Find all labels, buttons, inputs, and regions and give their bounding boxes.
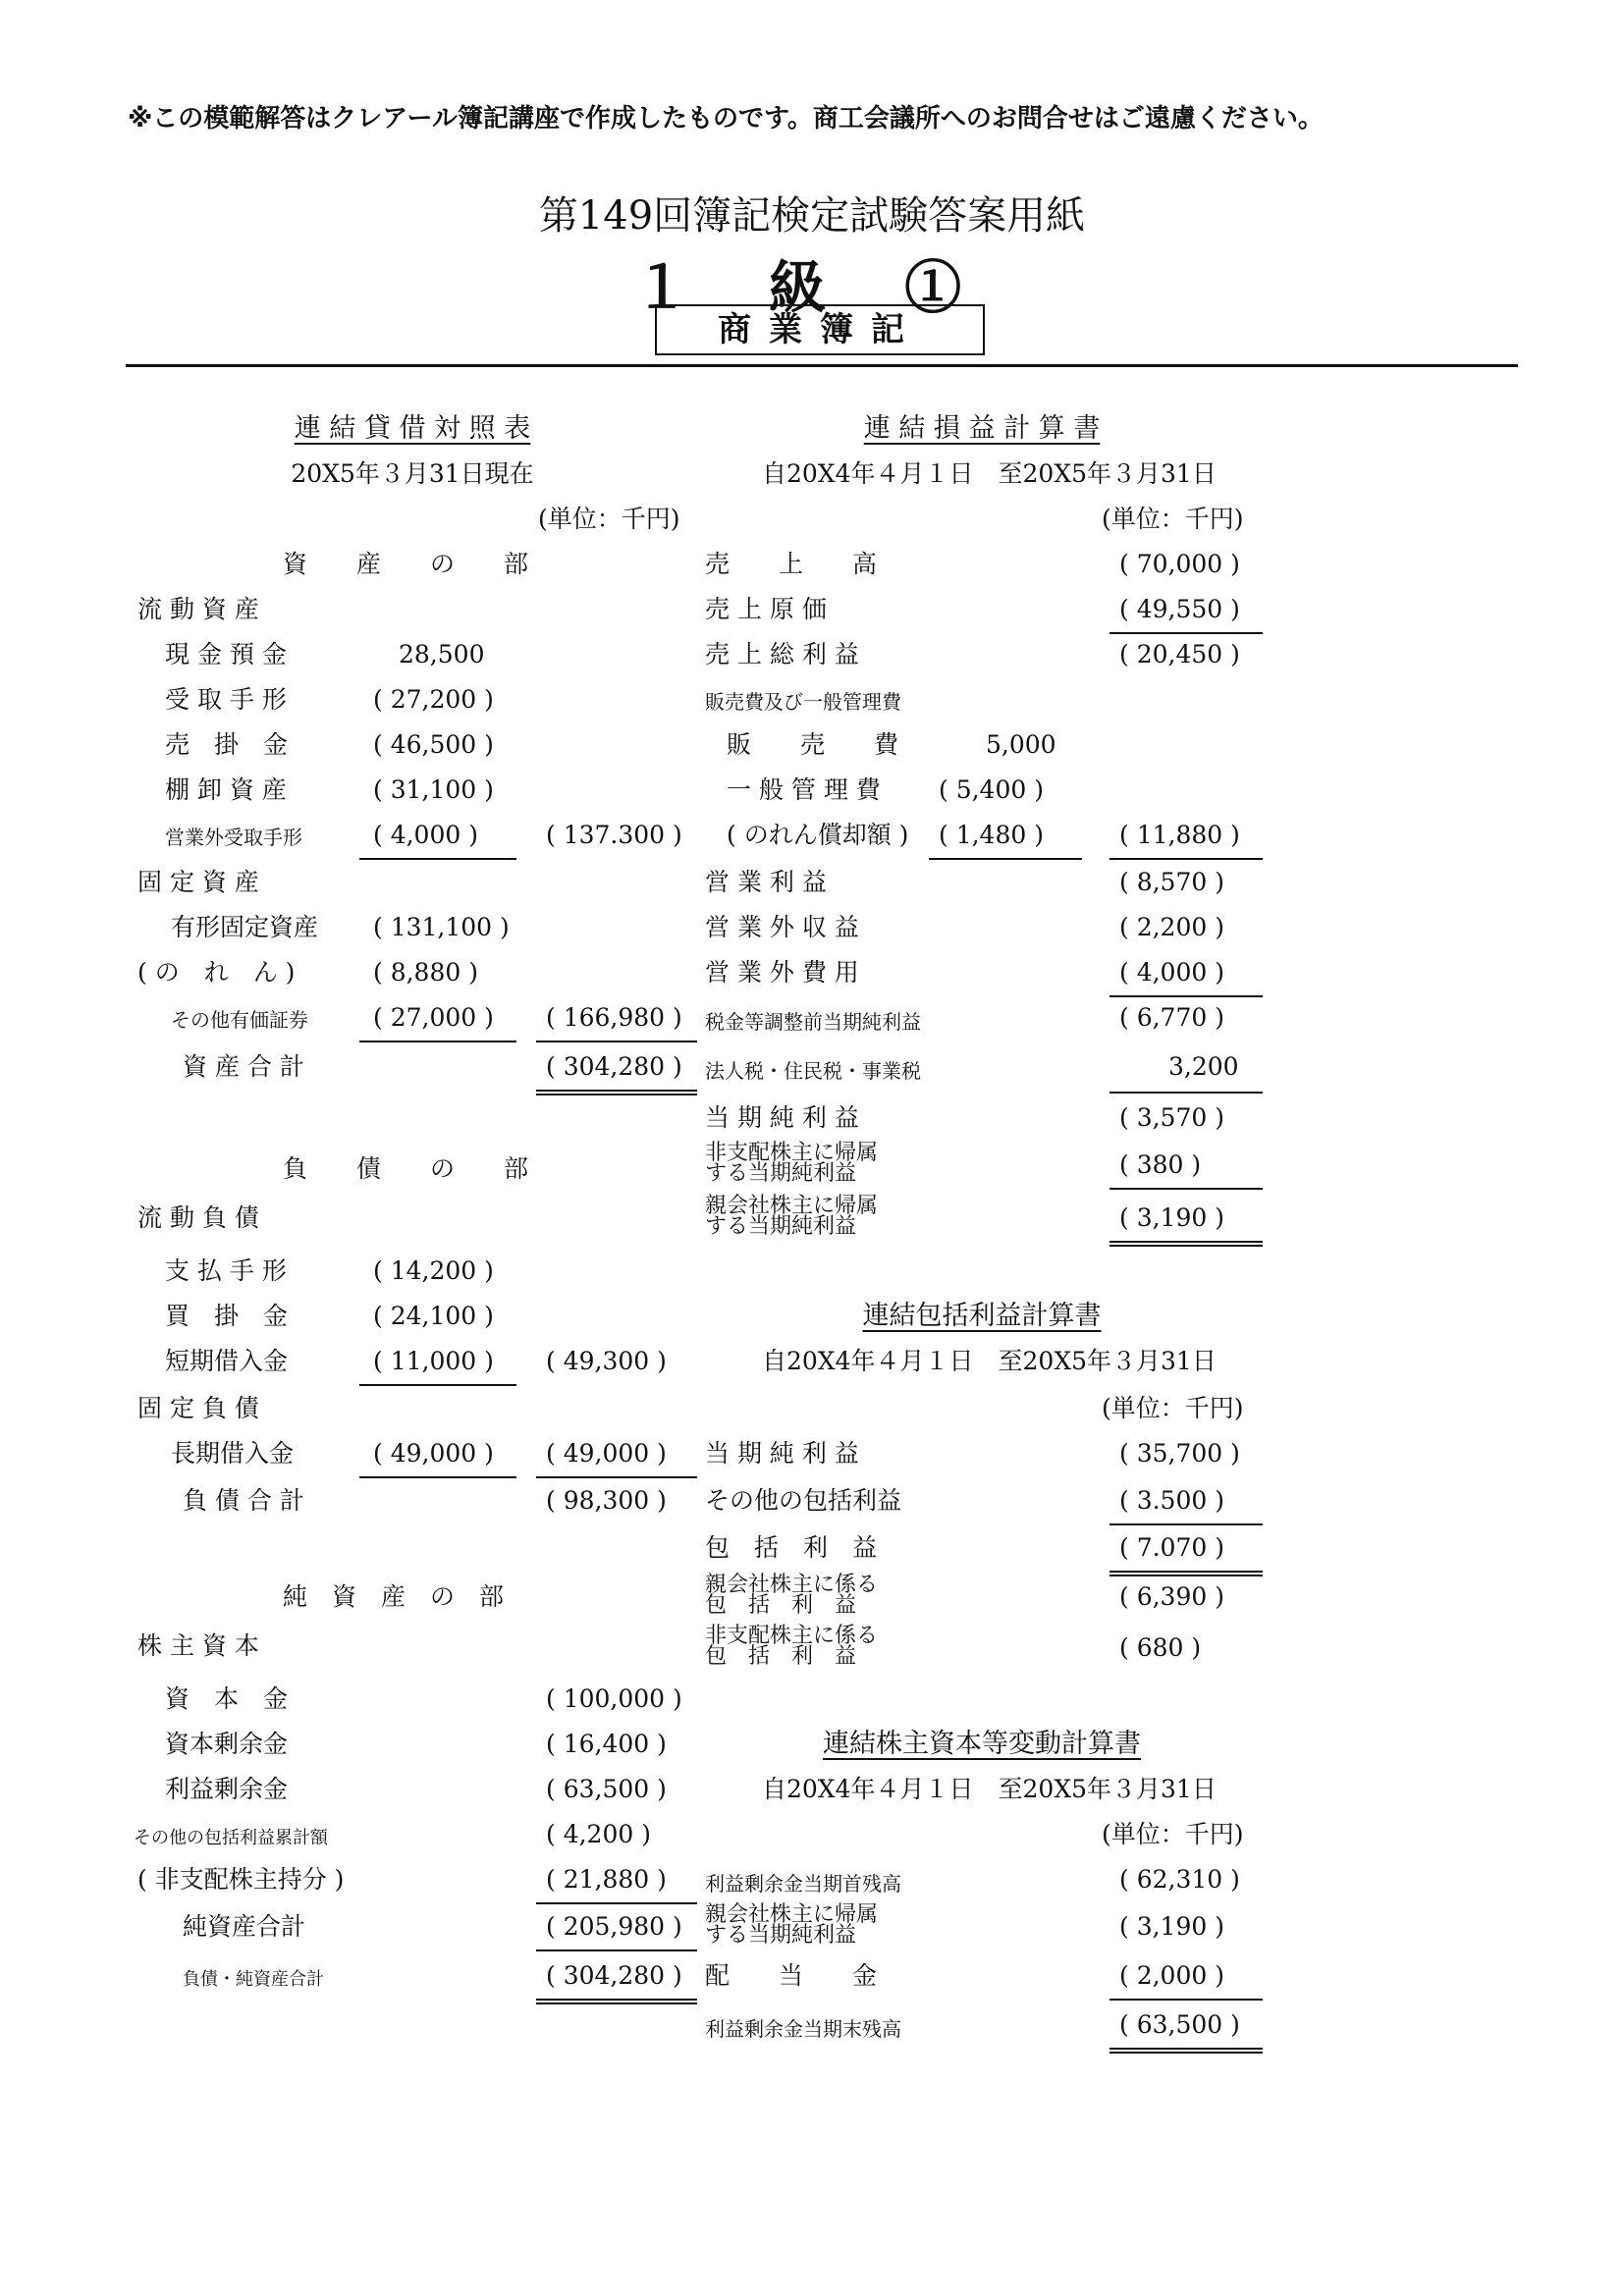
bs-double-underline — [536, 1090, 697, 1095]
pl-cogs-label: 売 上 原 価 — [705, 595, 827, 623]
pl-tax-label: 法人税・住民税・事業税 — [705, 1059, 921, 1083]
pl-parent-net-value: ( 3,190 ) — [1119, 1203, 1224, 1232]
bs-aoci-label: その他の包括利益累計額 — [134, 1828, 328, 1848]
bs-nonop-notes-label: 営業外受取手形 — [165, 826, 302, 849]
bs-ar-label: 売 掛 金 — [165, 730, 289, 759]
ci-nci-line2: 包 括 利 益 — [705, 1644, 857, 1669]
bs-fixed-assets: 固 定 資 産 — [137, 868, 259, 896]
ss-dividends-value: ( 2,000 ) — [1119, 1961, 1224, 1990]
ci-net-income-value: ( 35,700 ) — [1119, 1439, 1240, 1468]
pl-amortization-value: ( 1,480 ) — [939, 821, 1044, 849]
bs-liab-net-total-value: ( 304,280 ) — [546, 1961, 682, 1990]
ci-parent-line1: 親会社株主に係る — [705, 1573, 879, 1597]
bs-tangible-label: 有形固定資産 — [171, 913, 319, 941]
bs-assets-total-value: ( 304,280 ) — [546, 1052, 682, 1081]
bs-nci-value: ( 21,880 ) — [546, 1865, 667, 1894]
header-rule — [126, 364, 1518, 367]
bs-fixed-assets-total: ( 166,980 ) — [546, 1003, 682, 1032]
bs-date: 20X5年３月31日現在 — [291, 459, 534, 488]
ci-parent-line2: 包 括 利 益 — [705, 1593, 857, 1618]
bs-lt-loans-label: 長期借入金 — [171, 1439, 295, 1468]
ci-parent-label — [705, 1575, 878, 1616]
bs-securities-value: ( 27,000 ) — [373, 1003, 494, 1032]
bs-retained-earnings-value: ( 63,500 ) — [546, 1775, 667, 1803]
ci-period: 自20X4年４月１日 至20X5年３月31日 — [762, 1347, 1217, 1375]
ss-unit: (単位：千円) — [1102, 1820, 1244, 1848]
bs-fixed-liabilities: 固 定 負 債 — [137, 1394, 259, 1422]
bs-capital-value: ( 100,000 ) — [546, 1684, 682, 1713]
pl-parent-net-label — [705, 1196, 878, 1237]
ci-nci-label — [705, 1626, 878, 1667]
bs-capital-surplus-value: ( 16,400 ) — [546, 1730, 667, 1758]
notice-text: ※この模範解答はクレアール簿記講座で作成したものです。商工会議所へのお問合せはご遠慮ください。 — [128, 104, 1324, 133]
pl-underline — [1110, 858, 1263, 860]
bs-underline — [536, 1949, 697, 1951]
bs-notes-payable-label: 支 払 手 形 — [165, 1256, 287, 1285]
grade-title: １ 級 ① — [632, 254, 992, 321]
bs-net-assets-total-value: ( 205,980 ) — [546, 1912, 682, 1941]
pl-selling-value: 5,000 — [986, 730, 1056, 759]
bs-aoci-value: ( 4,200 ) — [546, 1820, 651, 1848]
bs-current-assets: 流 動 資 産 — [137, 595, 259, 623]
bs-cash-label: 現 金 預 金 — [165, 640, 287, 668]
bs-double-underline — [536, 1999, 697, 2004]
pl-sga-total: ( 11,880 ) — [1119, 821, 1240, 849]
ci-parent-value: ( 6,390 ) — [1119, 1582, 1224, 1611]
pl-admin-value: ( 5,400 ) — [939, 775, 1044, 804]
pl-tax-value: 3,200 — [1168, 1052, 1239, 1081]
pl-underline — [1110, 995, 1263, 997]
bs-underline — [359, 1041, 516, 1042]
pl-period: 自20X4年４月１日 至20X5年３月31日 — [762, 459, 1217, 488]
pl-sales-label: 売 上 高 — [705, 550, 878, 578]
ci-ci-value: ( 7.070 ) — [1119, 1533, 1224, 1562]
pl-cogs-value: ( 49,550 ) — [1119, 595, 1240, 623]
subject-box: 商業簿記 — [655, 304, 985, 355]
bs-underline — [359, 858, 516, 860]
ci-oci-value: ( 3.500 ) — [1119, 1486, 1224, 1515]
bs-goodwill-value: ( 8,880 ) — [373, 958, 478, 987]
bs-lt-loans-value: ( 49,000 ) — [373, 1439, 494, 1468]
bs-securities-label: その他有価証券 — [171, 1008, 308, 1032]
bs-nci-label: ( 非支配株主持分 ) — [137, 1865, 345, 1894]
bs-liabilities-heading: 負 債 の 部 — [283, 1154, 529, 1183]
pl-gross-value: ( 20,450 ) — [1119, 640, 1240, 668]
pl-nci-net-label — [705, 1143, 878, 1184]
pl-pretax-value: ( 6,770 ) — [1119, 1003, 1224, 1032]
ci-nci-value: ( 680 ) — [1119, 1633, 1202, 1662]
bs-current-liabilities-total: ( 49,300 ) — [546, 1347, 667, 1375]
bs-underline — [536, 1041, 697, 1042]
bs-shareholders-equity: 株 主 資 本 — [137, 1631, 259, 1660]
ci-nci-line1: 非支配株主に係る — [705, 1624, 879, 1648]
bs-underline — [536, 1902, 697, 1904]
bs-st-loans-label: 短期借入金 — [165, 1347, 289, 1375]
ci-underline — [1110, 1523, 1263, 1525]
pl-sga-label: 販売費及び一般管理費 — [705, 690, 901, 714]
ss-double-underline — [1110, 2048, 1263, 2054]
bs-assets-heading: 資 産 の 部 — [283, 550, 529, 578]
bs-goodwill-label: ( の れ ん ) — [137, 958, 296, 987]
bs-notes-receivable-value: ( 27,200 ) — [373, 685, 494, 714]
pl-nonop-income-label: 営 業 外 収 益 — [705, 913, 859, 941]
bs-notes-receivable-label: 受 取 手 形 — [165, 685, 287, 714]
bs-net-assets-total-label: 純資産合計 — [183, 1912, 306, 1941]
pl-nci-net-value: ( 380 ) — [1119, 1150, 1202, 1179]
bs-fixed-liabilities-total: ( 49,000 ) — [546, 1439, 667, 1468]
pl-admin-label: 一 般 管 理 費 — [727, 775, 881, 804]
bs-notes-payable-value: ( 14,200 ) — [373, 1256, 494, 1285]
bs-liabilities-total-value: ( 98,300 ) — [546, 1486, 667, 1515]
bs-ap-label: 買 掛 金 — [165, 1302, 289, 1330]
bs-retained-earnings-label: 利益剰余金 — [165, 1775, 289, 1803]
pl-nonop-expense-value: ( 4,000 ) — [1119, 958, 1224, 987]
ss-parent-net-line1: 親会社株主に帰属 — [705, 1902, 879, 1927]
pl-nci-net-line1: 非支配株主に帰属 — [705, 1141, 879, 1165]
bs-cash-value: 28,500 — [399, 640, 485, 668]
pl-underline — [1110, 1092, 1263, 1094]
ss-re-begin-value: ( 62,310 ) — [1119, 1865, 1240, 1894]
pl-parent-net-line1: 親会社株主に帰属 — [705, 1194, 879, 1218]
ss-re-end-label: 利益剰余金当期末残高 — [705, 2017, 901, 2041]
ss-parent-net-label — [705, 1904, 878, 1946]
ss-parent-net-value: ( 3,190 ) — [1119, 1912, 1224, 1941]
bs-underline — [359, 1384, 516, 1386]
pl-nonop-income-value: ( 2,200 ) — [1119, 913, 1224, 941]
pl-pretax-label: 税金等調整前当期純利益 — [705, 1010, 921, 1034]
ss-underline — [1110, 1999, 1263, 2001]
pl-net-income-label: 当 期 純 利 益 — [705, 1103, 859, 1132]
bs-capital-label: 資 本 金 — [165, 1684, 289, 1713]
pl-nonop-expense-label: 営 業 外 費 用 — [705, 958, 859, 987]
bs-inventory-label: 棚 卸 資 産 — [165, 775, 287, 804]
pl-title: 連 結 損 益 計 算 書 — [863, 413, 1101, 444]
bs-liab-net-total-label: 負債・純資産合計 — [183, 1969, 324, 1990]
bs-ar-value: ( 46,500 ) — [373, 730, 494, 759]
ss-re-begin-label: 利益剰余金当期首残高 — [705, 1872, 901, 1896]
pl-underline — [1110, 1188, 1263, 1190]
pl-gross-label: 売 上 総 利 益 — [705, 640, 859, 668]
bs-current-liabilities: 流 動 負 債 — [137, 1203, 259, 1232]
ss-period: 自20X4年４月１日 至20X5年３月31日 — [762, 1775, 1217, 1803]
ci-unit: (単位：千円) — [1102, 1394, 1244, 1422]
pl-sales-value: ( 70,000 ) — [1119, 550, 1240, 578]
ci-net-income-label: 当 期 純 利 益 — [705, 1439, 859, 1468]
ci-ci-label: 包 括 利 益 — [705, 1533, 878, 1562]
bs-unit: (単位：千円) — [538, 505, 680, 533]
bs-ap-value: ( 24,100 ) — [373, 1302, 494, 1330]
pl-unit: (単位：千円) — [1102, 505, 1244, 533]
bs-liabilities-total-label: 負 債 合 計 — [183, 1486, 304, 1515]
pl-underline — [929, 858, 1082, 860]
pl-net-income-value: ( 3,570 ) — [1119, 1103, 1224, 1132]
pl-double-underline — [1110, 1241, 1263, 1247]
ss-parent-net-line2: する当期純利益 — [705, 1923, 857, 1948]
bs-underline — [359, 1476, 516, 1478]
bs-current-assets-total: ( 137.300 ) — [546, 821, 682, 849]
bs-st-loans-value: ( 11,000 ) — [373, 1347, 494, 1375]
bs-capital-surplus-label: 資本剰余金 — [165, 1730, 289, 1758]
pl-underline — [1110, 632, 1263, 634]
pl-nci-net-line2: する当期純利益 — [705, 1161, 857, 1186]
bs-tangible-value: ( 131,100 ) — [373, 913, 510, 941]
bs-assets-total-label: 資 産 合 計 — [183, 1052, 304, 1081]
ci-double-underline — [1110, 1571, 1263, 1576]
bs-equity-heading: 純 資 産 の 部 — [283, 1582, 505, 1611]
pl-selling-label: 販 売 費 — [727, 730, 899, 759]
bs-inventory-value: ( 31,100 ) — [373, 775, 494, 804]
bs-title: 連 結 貸 借 対 照 表 — [294, 413, 531, 444]
ss-title: 連結株主資本等変動計算書 — [823, 1729, 1141, 1759]
pl-amortization-label: ( のれん償却額 ) — [727, 821, 909, 849]
exam-title: 第149回簿記検定試験答案用紙 — [538, 193, 1086, 239]
ci-title: 連結包括利益計算書 — [862, 1301, 1102, 1331]
ss-dividends-label: 配 当 金 — [705, 1961, 878, 1990]
pl-operating-income-label: 営 業 利 益 — [705, 868, 827, 896]
bs-nonop-notes-value: ( 4,000 ) — [373, 821, 478, 849]
pl-operating-income-value: ( 8,570 ) — [1119, 868, 1224, 896]
bs-underline — [536, 1476, 697, 1478]
ss-re-end-value: ( 63,500 ) — [1119, 2010, 1240, 2039]
pl-parent-net-line2: する当期純利益 — [705, 1214, 857, 1239]
ci-oci-label: その他の包括利益 — [705, 1486, 902, 1515]
